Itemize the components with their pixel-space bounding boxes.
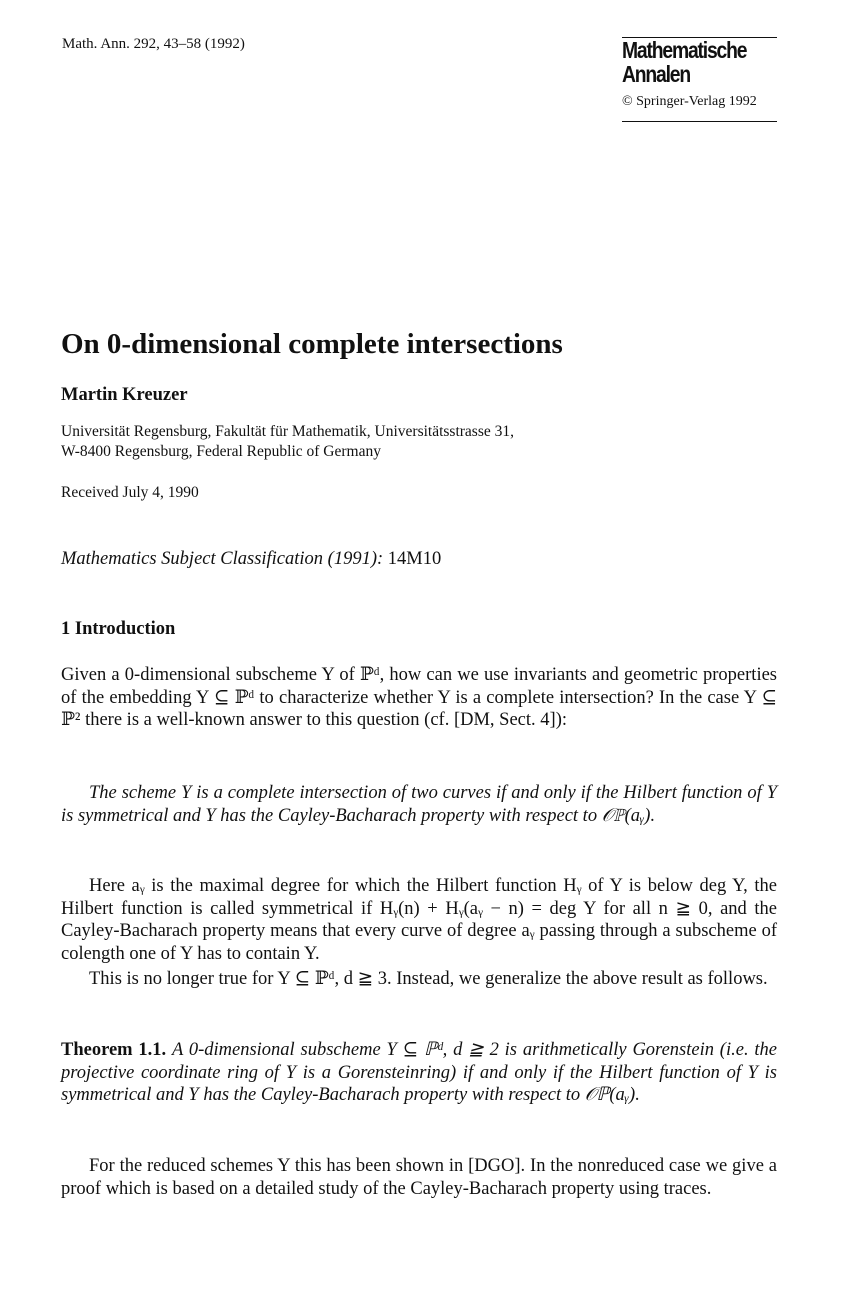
article-title: On 0-dimensional complete intersections: [61, 328, 563, 360]
generalization-paragraph: [61, 968, 777, 991]
affiliation-line2: W-8400 Regensburg, Federal Republic of Germany: [61, 443, 381, 460]
msc-code: 14M10: [387, 549, 442, 569]
subject-classification: [61, 549, 441, 570]
intro-paragraph: [61, 664, 777, 732]
quoted-result: [61, 782, 777, 827]
journal-citation: Math. Ann. 292, 43–58 (1992): [62, 36, 245, 52]
section-heading: 1 Introduction: [61, 619, 176, 639]
closing-paragraph: [61, 1155, 777, 1200]
definitions-paragraph: [61, 875, 777, 965]
closing-paragraph-text: For the reduced schemes Y this has been shown in [DGO]. In the nonreduced case we give a proof which is based on a detailed study of the Cayley-Bacharach property using traces.: [61, 1156, 777, 1199]
header-rule-bottom: [622, 121, 777, 122]
affiliation-line1: Universität Regensburg, Fakultät für Mathematik, Universitätsstrasse 31,: [61, 423, 515, 440]
generalization-paragraph-text: This is no longer true for Y ⊆ ℙᵈ, d ≧ 3. Instead, we generalize the above result as follows.: [89, 969, 768, 989]
theorem-statement: [61, 1039, 777, 1107]
received-date: Received July 4, 1990: [61, 484, 199, 501]
quoted-result-text: The scheme Y is a complete intersection of two curves if and only if the Hilbert function of Y is symmetrical and Y has the Cayley-Bacharach property with respect to 𝒪ℙ(aᵧ).: [61, 783, 777, 826]
theorem-label: Theorem 1.1.: [61, 1040, 167, 1060]
journal-logo-block: [622, 38, 777, 110]
author-affiliation: [61, 422, 514, 462]
theorem-block: [61, 1039, 777, 1107]
copyright-notice: © Springer-Verlag 1992: [622, 94, 757, 109]
theorem-text: A 0-dimensional subscheme Y ⊆ ℙᵈ, d ≧ 2 is arithmetically Gorenstein (i.e. the projective coordinate ring of Y is a Gorensteinring) if and only if the Hilbert function of Y is symmetrical and Y has the Cayley-Bacharach property with respect to 𝒪ℙ(aᵧ).: [61, 1040, 778, 1105]
journal-name: [622, 38, 752, 86]
author-name: Martin Kreuzer: [61, 385, 188, 405]
intro-paragraph-text: Given a 0-dimensional subscheme Y of ℙᵈ, how can we use invariants and geometric properties of the embedding Y ⊆ ℙᵈ to characterize whether Y is a complete intersection? In the case Y ⊆ ℙ² there is a well-known answer to this question (cf. [DM, Sect. 4]):: [61, 665, 777, 730]
journal-name-line2: Annalen: [622, 61, 690, 87]
msc-label: Mathematics Subject Classification (1991):: [61, 549, 384, 569]
definitions-paragraph-text: Here aᵧ is the maximal degree for which the Hilbert function Hᵧ of Y is below deg Y, the Hilbert function is called symmetrical if Hᵧ(n) + Hᵧ(aᵧ − n) = deg Y for all n ≧ 0, and the Cayley-Bacharach property means that every curve of degree aᵧ passing through a subscheme of colength one of Y has to contain Y.: [61, 876, 777, 964]
journal-name-line1: Mathematische: [622, 37, 747, 63]
